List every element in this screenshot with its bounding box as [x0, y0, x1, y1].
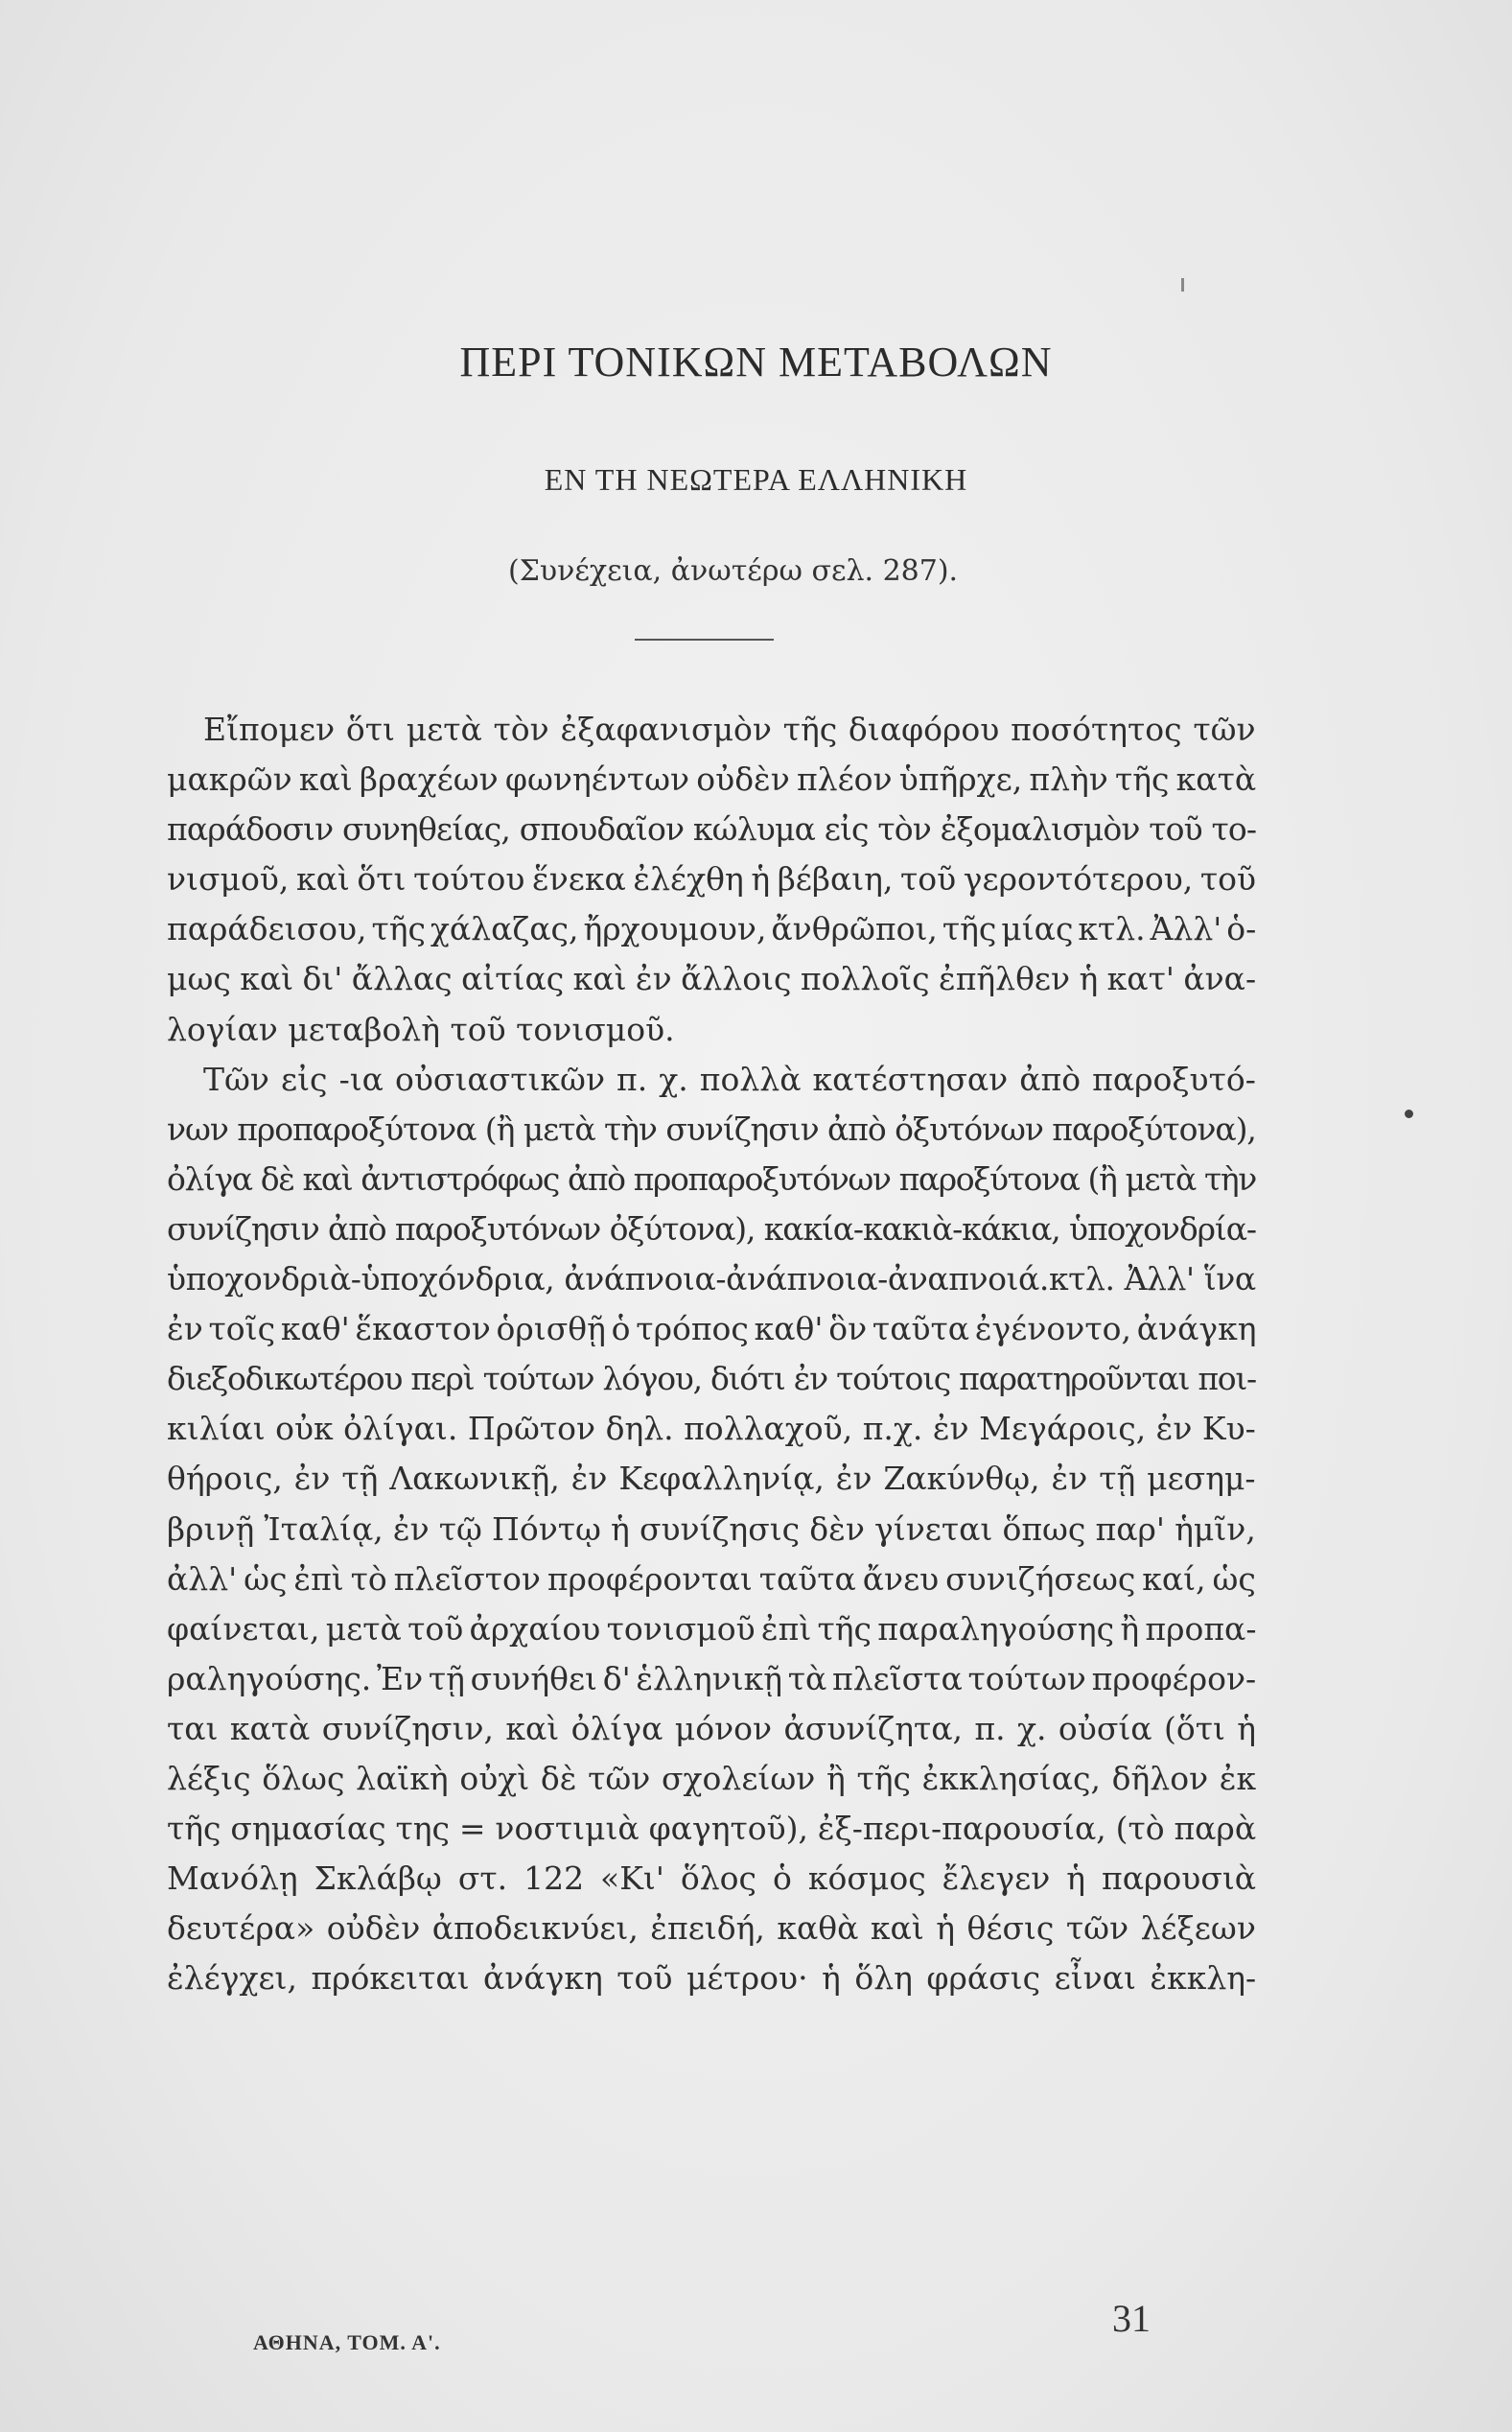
text-line: ὀλίγα δὲ καὶ ἀντιστρόφως ἀπὸ προπαροξυτόνων παροξύτονα (ἢ μετὰ τὴν: [167, 1159, 1256, 1198]
text-line: ἀλλ' ὡς ἐπὶ τὸ πλεῖστον προφέρονται ταῦτα ἄνευ συνιζήσεως καί, ὡς: [167, 1559, 1256, 1598]
text-line: δευτέρα» οὐδὲν ἀποδεικνύει, ἐπειδή, καθὰ καὶ ἡ θέσις τῶν λέξεων: [167, 1909, 1256, 1948]
continuation-note: (Συνέχεια, ἀνωτέρω σελ. 287).: [508, 554, 959, 588]
text-line: νισμοῦ, καὶ ὅτι τούτου ἕνεκα ἐλέχθη ἡ βέβαιη, τοῦ γεροντότερου, τοῦ: [167, 860, 1257, 899]
text-line: Εἴπομεν ὅτι μετὰ τὸν ἐξαφανισμὸν τῆς διαφόρου ποσότητος τῶν: [203, 711, 1256, 748]
text-line: μακρῶν καὶ βραχέων φωνηέντων οὐδὲν πλέον ὑπῆρχε, πλὴν τῆς κατὰ: [167, 760, 1257, 799]
text-line: παράδεισου, τῆς χάλαζας, ἤρχουμουν, ἄνθρῶποι, τῆς μίας κτλ. Ἀλλ' ὁ-: [167, 910, 1257, 948]
text-line: βρινῇ Ἰταλίᾳ, ἐν τῷ Πόντῳ ἡ συνίζησις δὲν γίνεται ὅπως παρ' ἡμῖν,: [167, 1509, 1256, 1548]
text-line: ραληγούσης. Ἐν τῇ συνήθει δ' ἑλληνικῇ τὰ πλεῖστα τούτων προφέρον-: [167, 1659, 1257, 1697]
article-title: ΠΕΡΙ ΤΟΝΙΚΩΝ ΜΕΤΑΒΟΛΩΝ: [459, 339, 1053, 386]
text-line: λέξις ὅλως λαϊκὴ οὐχὶ δὲ τῶν σχολείων ἢ τῆς ἐκκλησίας, δῆλον ἐκ: [167, 1759, 1257, 1797]
text-line: μως καὶ δι' ἄλλας αἰτίας καὶ ἐν ἄλλοις πολλοῖς ἐπῆλθεν ἡ κατ' ἀνα-: [167, 960, 1257, 998]
printer-mark: [1181, 278, 1184, 292]
text-line: τῆς σημασίας της = νοστιμιὰ φαγητοῦ), ἐξ-περι-παρουσία, (τὸ παρὰ: [167, 1810, 1257, 1848]
article-subtitle: ΕΝ ΤΗ ΝΕΩΤΕΡΑ ΕΛΛΗΝΙΚΗ: [544, 462, 968, 497]
margin-dot: [1405, 1110, 1413, 1118]
text-line: θήροις, ἐν τῇ Λακωνικῇ, ἐν Κεφαλληνίᾳ, ἐν Ζακύνθῳ, ἐν τῇ μεσημ-: [167, 1460, 1256, 1498]
text-line: Μανόλῃ Σκλάβῳ στ. 122 «Κι' ὅλος ὁ κόσμος ἔλεγεν ἡ παρουσιὰ: [167, 1859, 1257, 1898]
text-line: λογίαν μεταβολὴ τοῦ τονισμοῦ.: [167, 1010, 675, 1048]
text-line: συνίζησιν ἀπὸ παροξυτόνων ὀξύτονα), κακία-κακιὰ-κάκια, ὑποχονδρία-: [167, 1209, 1256, 1248]
text-line: ὑποχονδριὰ-ὑποχόνδρια, ἀνάπνοια-ἀνάπνοια-ἀναπνοιά.κτλ. Ἀλλ' ἵνα: [167, 1260, 1256, 1298]
text-line: ἐλέγχει, πρόκειται ἀνάγκη τοῦ μέτρου· ἡ ὅλη φράσις εἶναι ἐκκλη-: [167, 1959, 1257, 1998]
title-divider: [635, 639, 774, 641]
text-line: κιλίαι οὐκ ὀλίγαι. Πρῶτον δηλ. πολλαχοῦ, π.χ. ἐν Μεγάροις, ἐν Κυ-: [167, 1410, 1256, 1448]
text-line: ται κατὰ συνίζησιν, καὶ ὀλίγα μόνον ἀσυνίζητα, π. χ. οὐσία (ὅτι ἡ: [167, 1709, 1257, 1747]
page-number: 31: [1112, 2297, 1151, 2340]
text-line: νων προπαροξύτονα (ἢ μετὰ τὴν συνίζησιν ἀπὸ ὀξυτόνων παροξύτονα),: [167, 1110, 1256, 1148]
text-line: διεξοδικωτέρου περὶ τούτων λόγου, διότι ἐν τούτοις παρατηροῦνται ποι-: [167, 1360, 1256, 1398]
text-line: παράδοσιν συνηθείας, σπουδαῖον κώλυμα εἰς τὸν ἐξομαλισμὸν τοῦ το-: [167, 810, 1257, 849]
text-line: Τῶν εἰς -ια οὐσιαστικῶν π. χ. πολλὰ κατέστησαν ἀπὸ παροξυτό-: [203, 1060, 1256, 1098]
body-text: [167, 705, 1256, 2003]
signature-mark: ΑΘΗΝΑ, ΤΟΜ. Α'.: [253, 2330, 441, 2354]
text-line: φαίνεται, μετὰ τοῦ ἀρχαίου τονισμοῦ ἐπὶ τῆς παραληγούσης ἢ προπα-: [167, 1609, 1257, 1648]
text-line: ἐν τοῖς καθ' ἕκαστον ὁρισθῇ ὁ τρόπος καθ' ὃν ταῦτα ἐγένοντο, ἀνάγκη: [167, 1310, 1257, 1348]
